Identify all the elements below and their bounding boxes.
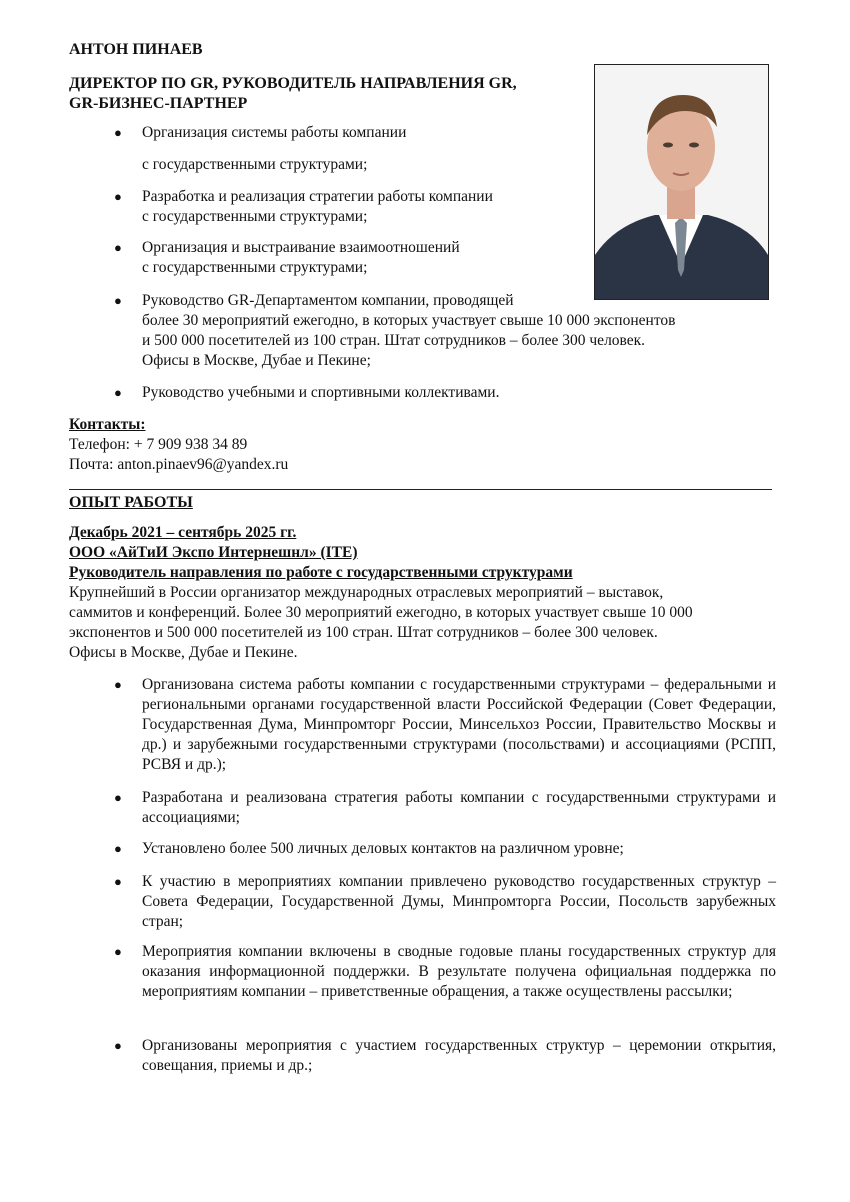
email-text: Почта: anton.pinaev96@yandex.ru: [69, 456, 289, 473]
list-item-text: Разработка и реализация стратегии работы компании: [142, 188, 493, 205]
list-item-text: Мероприятия компании включены в сводные годовые планы государственных структур для оказания информационной поддержки. В результате получена официальная поддержка по мероприятиям компании – приветственные обращения, а также осуществлены рассылки;: [142, 943, 776, 1000]
list-item-text: Разработана и реализована стратегия работы компании с государственными структурами и ассоциациями;: [142, 789, 776, 826]
person-name: АНТОН ПИНАЕВ: [69, 41, 203, 58]
list-item-text: Установлено более 500 личных деловых контактов на различном уровне;: [142, 840, 624, 857]
job-period: Декабрь 2021 – сентябрь 2025 гг.: [69, 524, 297, 541]
description-line: саммитов и конференций. Более 30 мероприятий ежегодно, в которых участвует свыше 10 000: [69, 604, 693, 621]
profile-photo: [594, 64, 769, 300]
description-line: экспонентов и 500 000 посетителей из 100 стран. Штат сотрудников – более 300 человек.: [69, 624, 658, 641]
contacts-heading: Контакты:: [69, 416, 146, 433]
list-item-text: Организована система работы компании с государственными структурами – федеральными и региональными органами государственной власти Российской Федерации (Совет Федерации, Государственная Дума, Минпромторг России, Минсельхоз России, Правительство Москвы и др.) и зарубежными государственными структурами (посольствами) и ассоциациями (РСПП, РСВЯ и др.);: [142, 676, 776, 773]
bullet-icon: ●: [114, 385, 122, 400]
bullet-icon: ●: [114, 677, 122, 692]
bullet-icon: ●: [114, 841, 122, 856]
bullet-icon: ●: [114, 240, 122, 255]
list-item: [114, 675, 776, 775]
description-line: Офисы в Москве, Дубае и Пекине.: [69, 644, 298, 661]
list-item-text: Организация системы работы компании: [142, 124, 407, 141]
list-item-text: с государственными структурами;: [142, 208, 368, 225]
list-item: [114, 788, 776, 828]
section-divider: [69, 489, 772, 490]
list-item: [114, 1036, 776, 1076]
job-title-line: ДИРЕКТОР ПО GR, РУКОВОДИТЕЛЬ НАПРАВЛЕНИЯ GR,: [69, 75, 517, 92]
portrait-image: [595, 65, 768, 299]
company-name: ООО «АйТиИ Экспо Интернешнл» (ITE): [69, 544, 358, 561]
list-item-text: и 500 000 посетителей из 100 стран. Штат сотрудников – более 300 человек.: [142, 332, 646, 349]
list-item: [114, 187, 493, 227]
list-item-text: Руководство учебными и спортивными коллективами.: [142, 384, 500, 401]
bullet-icon: ●: [114, 1038, 122, 1053]
job-title-line: GR-БИЗНЕС-ПАРТНЕР: [69, 95, 248, 112]
bullet-icon: ●: [114, 293, 122, 308]
list-item: [114, 839, 776, 859]
list-item: [114, 383, 762, 403]
bullet-icon: ●: [114, 944, 122, 959]
list-item-text: Организация и выстраивание взаимоотношений: [142, 239, 460, 256]
list-item: [114, 872, 776, 932]
list-item-text: более 30 мероприятий ежегодно, в которых участвует свыше 10 000 экспонентов: [142, 312, 676, 329]
list-item: [114, 123, 407, 175]
section-heading-experience: ОПЫТ РАБОТЫ: [69, 494, 193, 511]
list-item: [114, 291, 762, 371]
list-item: [114, 942, 776, 1002]
bullet-icon: ●: [114, 125, 122, 140]
list-item-text: Руководство GR-Департаментом компании, проводящей: [142, 292, 514, 309]
list-item-text: Организованы мероприятия с участием государственных структур – церемонии открытия, совещания, приемы и др.;: [142, 1037, 776, 1074]
job-title: [69, 74, 589, 114]
list-item-text: с государственными структурами;: [142, 156, 368, 173]
description-line: Крупнейший в России организатор международных отраслевых мероприятий – выставок,: [69, 584, 664, 601]
list-item: [114, 238, 460, 278]
bullet-icon: ●: [114, 189, 122, 204]
list-item-text: Офисы в Москве, Дубае и Пекине;: [142, 352, 371, 369]
list-item-text: с государственными структурами;: [142, 259, 368, 276]
list-item-text: К участию в мероприятиях компании привлечено руководство государственных структур – Совета Федерации, Государственной Думы, Минпромторга России, Посольств зарубежных стран;: [142, 873, 776, 930]
phone-text: Телефон: + 7 909 938 34 89: [69, 436, 248, 453]
bullet-icon: ●: [114, 874, 122, 889]
company-description: [69, 583, 774, 663]
job-block: [69, 523, 774, 663]
job-position: Руководитель направления по работе с государственными структурами: [69, 564, 573, 581]
contacts-block: [69, 415, 288, 475]
bullet-icon: ●: [114, 790, 122, 805]
